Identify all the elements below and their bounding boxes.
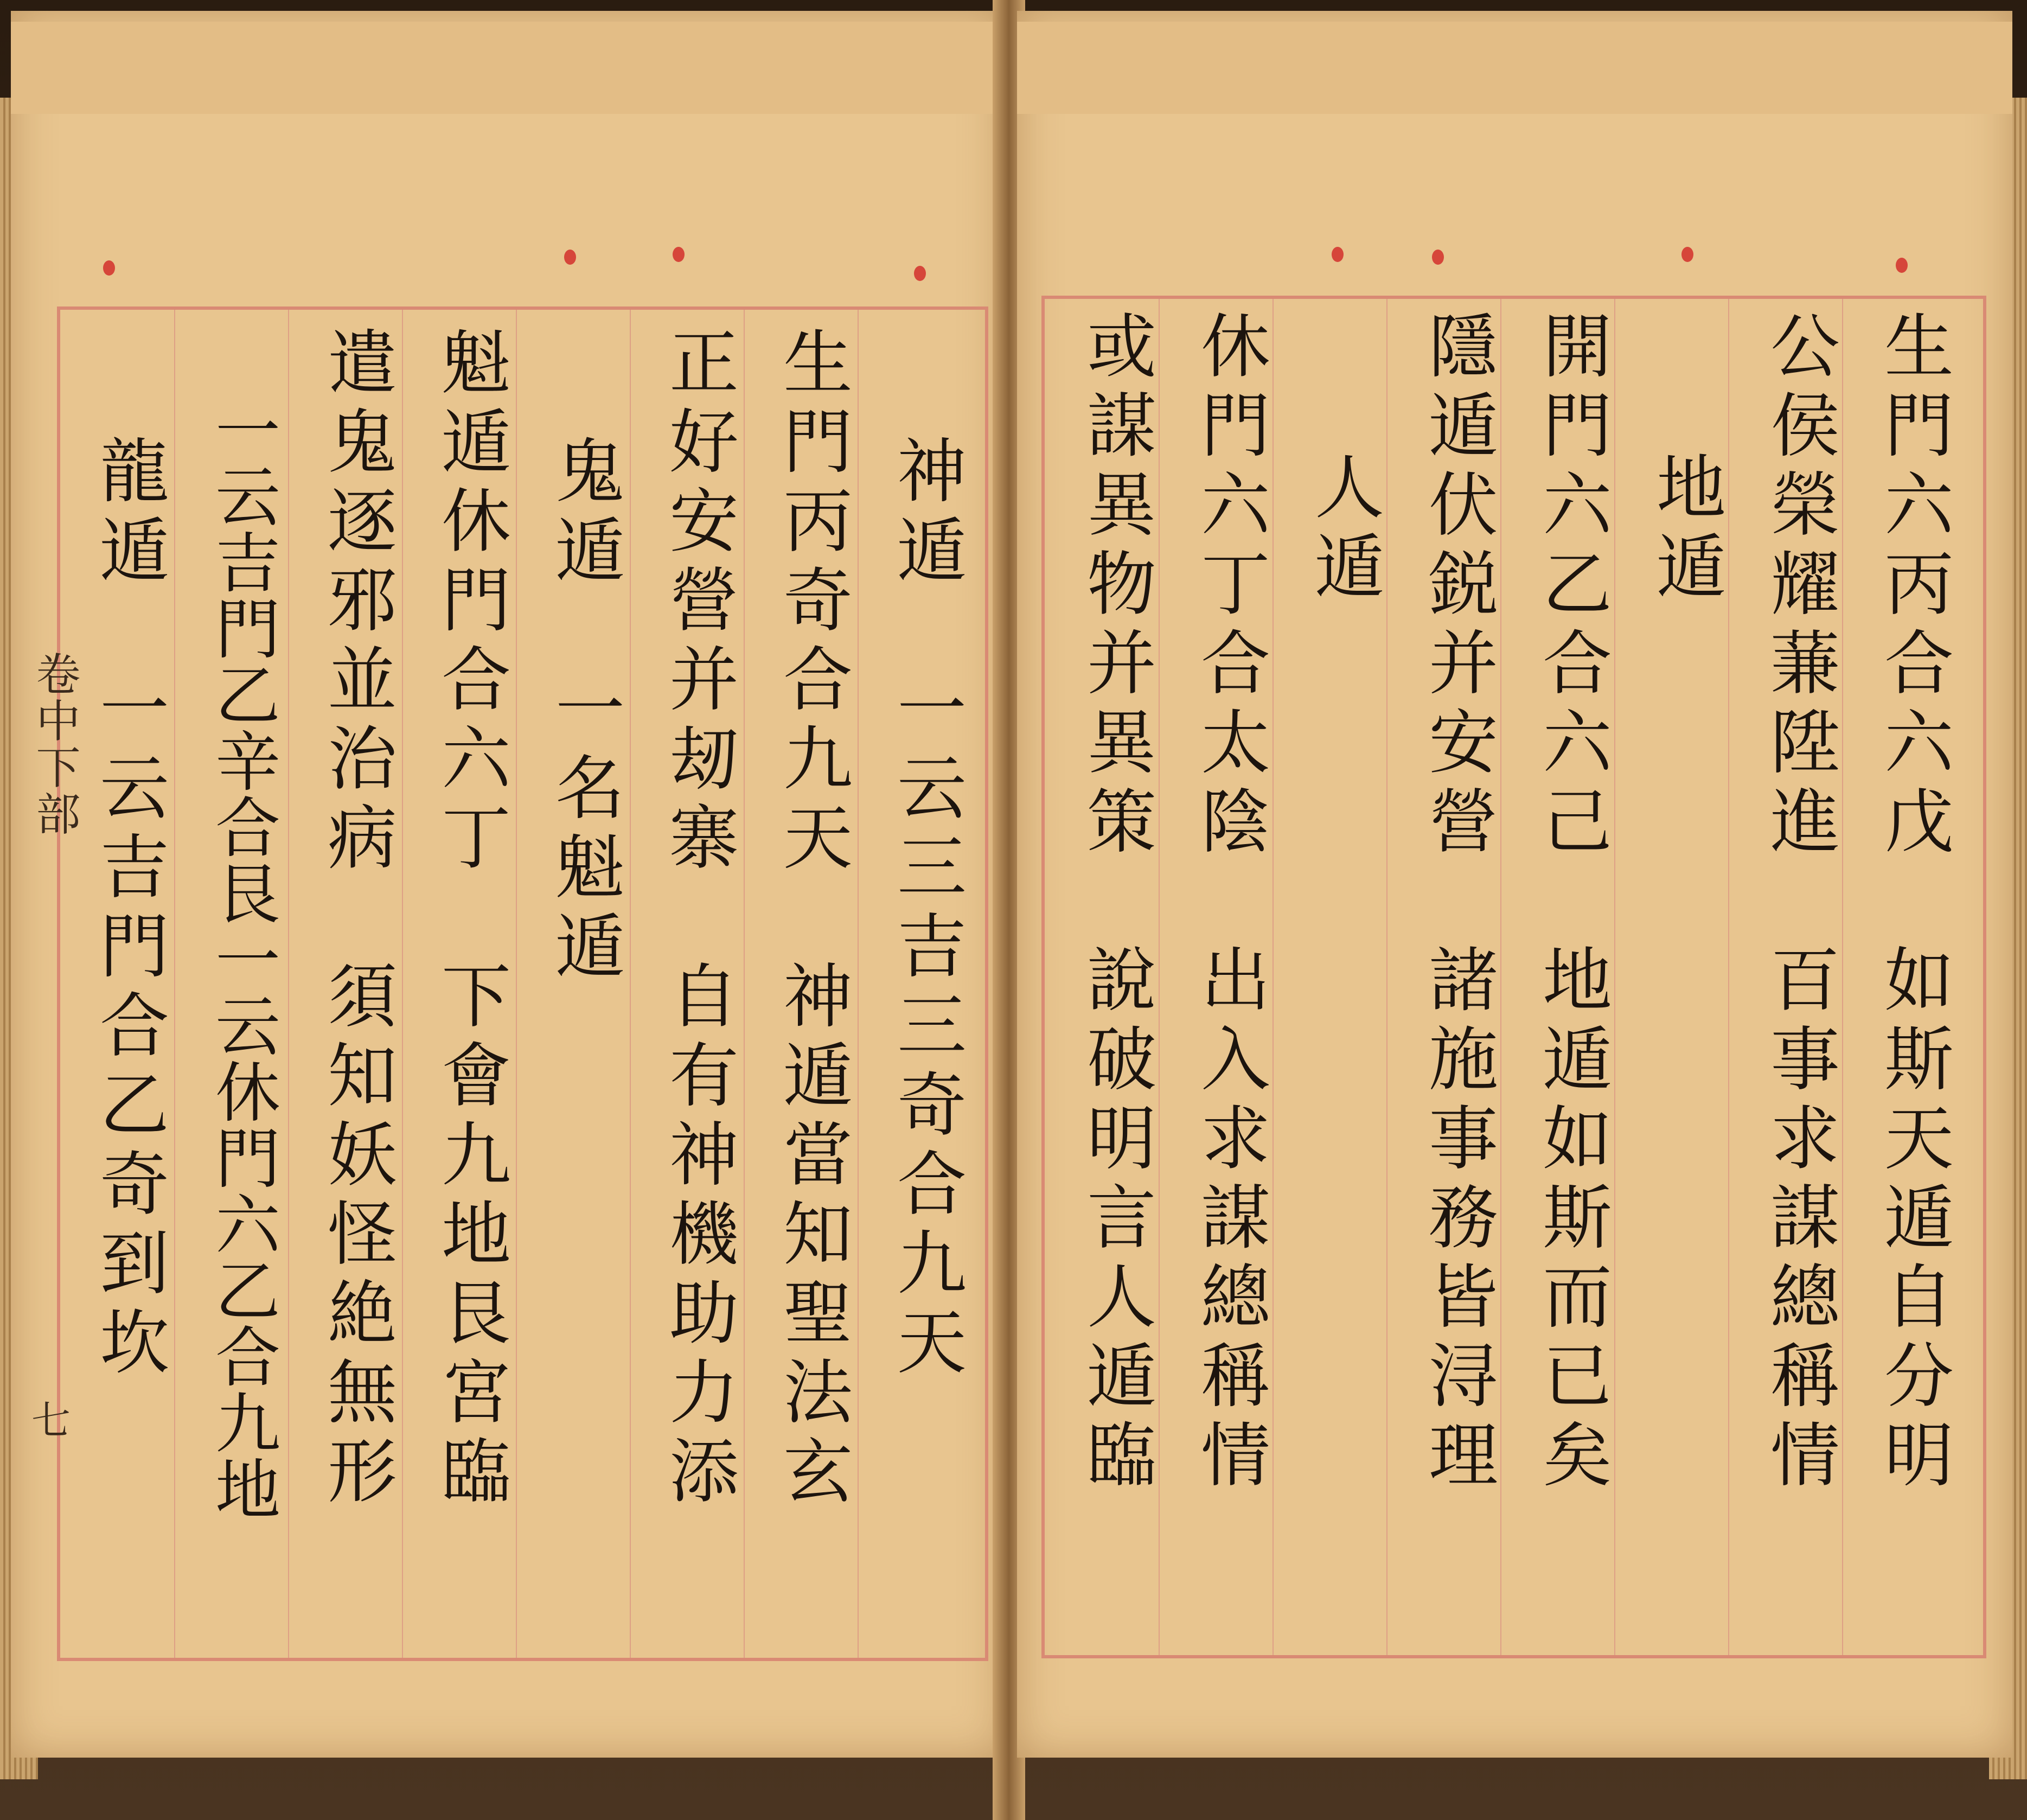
text-column: 休門六丁合太陰 出入求謀總稱情 — [1189, 310, 1270, 1498]
text-column: 公侯榮耀蒹陞進 百事求謀總稱情 — [1759, 310, 1839, 1498]
text-column: 龍遁 一云吉門合乙奇到坎 — [88, 435, 169, 1385]
column-rule — [516, 310, 517, 1658]
left-top-strip — [11, 22, 1003, 114]
volume-label: 卷中下部 — [29, 651, 80, 838]
column-rule — [1159, 299, 1160, 1655]
column-rule — [174, 310, 175, 1658]
right-page — [1017, 11, 2012, 1758]
text-column: 人遁 — [1303, 451, 1384, 609]
column-rule — [630, 310, 631, 1658]
column-rule — [858, 310, 859, 1658]
column-rule — [1273, 299, 1274, 1655]
column-rule — [1842, 299, 1843, 1655]
folio-number: 七 — [25, 1400, 71, 1439]
text-column: 神遁 一云三吉三奇合九天 — [885, 435, 966, 1385]
column-rule — [288, 310, 289, 1658]
column-rule — [1500, 299, 1501, 1655]
red-seal-dot — [1432, 250, 1444, 265]
red-seal-dot — [1896, 258, 1908, 273]
red-seal-dot — [1681, 247, 1693, 262]
left-text-frame — [57, 306, 988, 1661]
left-page — [11, 11, 1003, 1758]
red-seal-dot — [673, 247, 685, 262]
text-column: 一云吉門乙辛合艮一云休門六乙合九地 — [204, 397, 280, 1522]
text-column: 隱遁伏鋭并安營 諸施事務皆浔理 — [1417, 310, 1498, 1498]
right-top-strip — [1017, 22, 2012, 114]
column-rule — [1614, 299, 1615, 1655]
text-column: 開門六乙合六己 地遁如斯而已矣 — [1531, 310, 1612, 1498]
text-column: 魁遁休門合六丁 下會九地艮宮臨 — [430, 326, 510, 1514]
text-column: 地遁 — [1645, 451, 1725, 609]
right-text-frame — [1041, 296, 1986, 1658]
column-rule — [1386, 299, 1387, 1655]
column-rule — [744, 310, 745, 1658]
text-column: 正好安營并刼寨 自有神機助力添 — [657, 326, 738, 1514]
red-seal-dot — [564, 250, 576, 265]
text-column: 鬼遁 一名魁遁 — [543, 435, 624, 989]
column-rule — [1728, 299, 1729, 1655]
column-rule — [402, 310, 403, 1658]
red-seal-dot — [914, 266, 926, 281]
red-seal-dot — [1332, 247, 1344, 262]
text-column: 或謀異物并異策 說破明言人遁臨 — [1075, 310, 1156, 1498]
red-seal-dot — [103, 260, 115, 276]
text-column: 遣鬼逐邪並治病 須知妖怪絶無形 — [316, 326, 397, 1514]
text-column: 生門六丙合六戊 如斯天遁自分明 — [1872, 310, 1953, 1498]
text-column: 生門丙奇合九天 神遁當知聖法玄 — [771, 326, 852, 1514]
